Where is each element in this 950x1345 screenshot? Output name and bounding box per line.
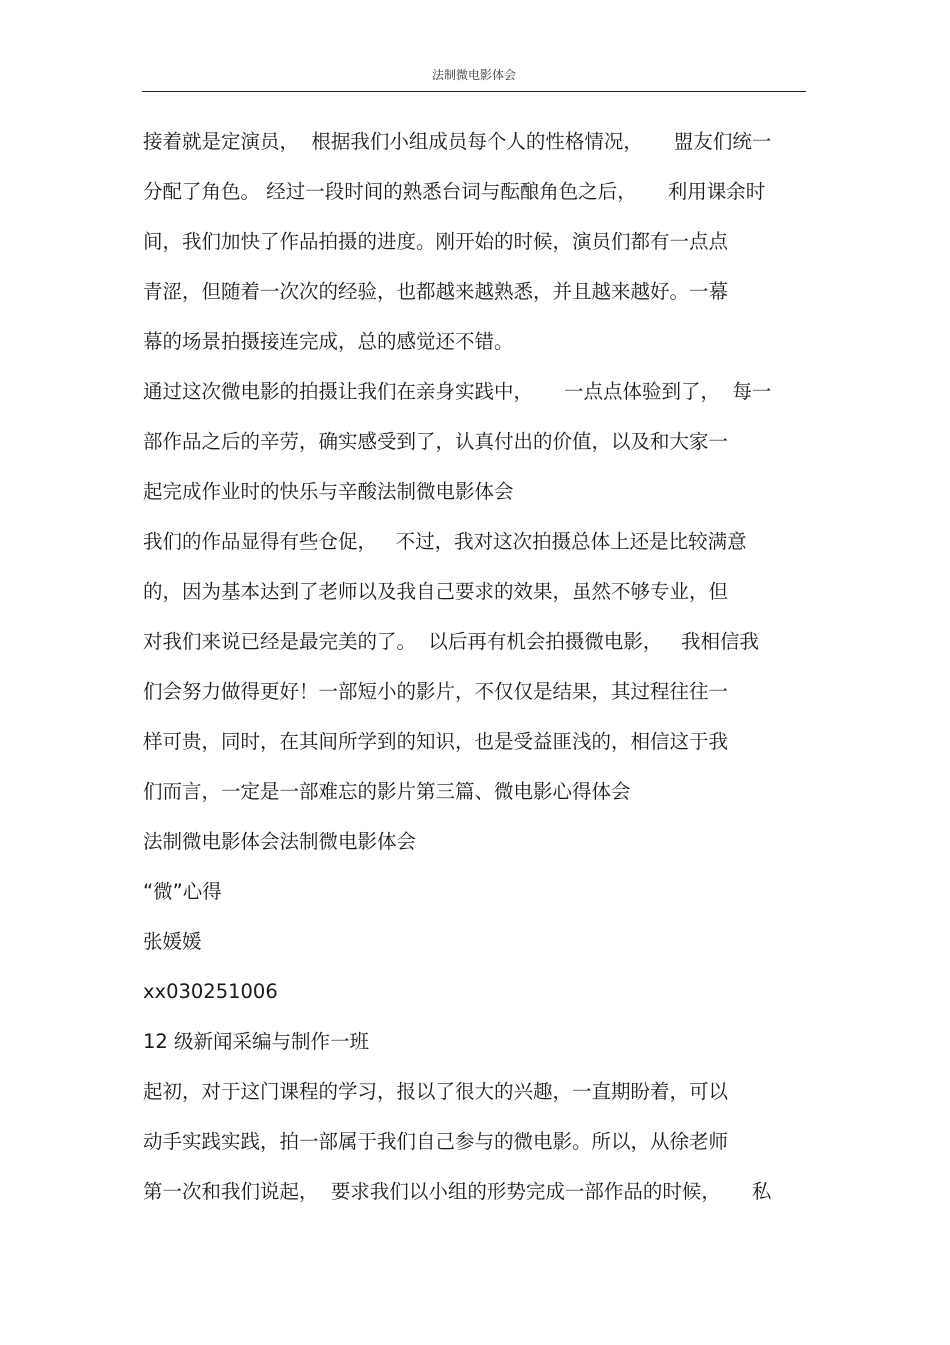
text-line: 通过这次微电影的拍摄让我们在亲身实践中， 一点点体验到了， 每一: [143, 380, 772, 403]
running-header: 法制微电影体会: [431, 68, 516, 82]
text-line: 起完成作业时的快乐与辛酸法制微电影体会: [143, 480, 514, 503]
text-line: 间，我们加快了作品拍摄的进度。刚开始的时候，演员们都有一点点: [143, 230, 729, 253]
text-line: 样可贵，同时，在其间所学到的知识，也是受益匪浅的，相信这于我: [143, 730, 729, 753]
text-line: 部作品之后的辛劳，确实感受到了，认真付出的价值，以及和大家一: [143, 430, 729, 453]
text-line: 张媛媛: [143, 930, 202, 953]
text-line: 12 级新闻采编与制作一班: [143, 1030, 370, 1053]
body-text: [143, 125, 808, 1225]
text-line: 对我们来说已经是最完美的了。 以后再有机会拍摄微电影， 我相信我: [143, 630, 759, 653]
text-line: 们会努力做得更好！一部短小的影片，不仅仅是结果，其过程往往一: [143, 680, 729, 703]
text-line: xx030251006: [143, 980, 278, 1003]
text-line: “微”心得: [143, 880, 222, 903]
text-line: 第一次和我们说起， 要求我们以小组的形势完成一部作品的时候， 私: [143, 1180, 772, 1203]
text-line: 的，因为基本达到了老师以及我自己要求的效果，虽然不够专业，但: [143, 580, 729, 603]
text-line: 动手实践实践，拍一部属于我们自己参与的微电影。所以，从徐老师: [143, 1130, 729, 1153]
text-line: 分配了角色。 经过一段时间的熟悉台词与酝酿角色之后， 利用课余时: [143, 180, 766, 203]
text-line: 们而言，一定是一部难忘的影片第三篇、微电影心得体会: [143, 780, 631, 803]
text-line: 起初，对于这门课程的学习，报以了很大的兴趣，一直期盼着，可以: [143, 1080, 729, 1103]
text-line: 青涩，但随着一次次的经验，也都越来越熟悉，并且越来越好。一幕: [143, 280, 729, 303]
text-line: 幕的场景拍摄接连完成，总的感觉还不错。: [143, 330, 514, 353]
text-line: 法制微电影体会法制微电影体会: [143, 830, 417, 853]
text-line: 我们的作品显得有些仓促， 不过，我对这次拍摄总体上还是比较满意: [143, 530, 747, 553]
text-line: 接着就是定演员， 根据我们小组成员每个人的性格情况， 盟友们统一: [143, 130, 772, 153]
header-rule: [142, 91, 806, 92]
